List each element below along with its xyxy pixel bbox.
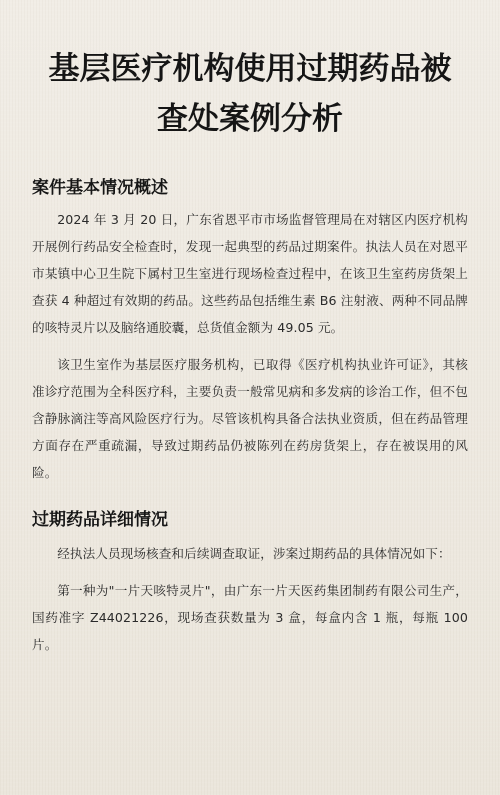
paragraph-expired-drugs-1: 经执法人员现场核查和后续调查取证，涉案过期药品的具体情况如下： xyxy=(57,546,451,561)
title-line-2: 查处案例分析 xyxy=(157,101,343,137)
paragraph-expired-drugs-2: 第一种为"一片天咳特灵片"，由广东一片天医药集团制药有限公司生产，国药准字 Z44021226，现场查获数量为 3 盒，每盒内含 1 瓶，每瓶 100 片。 xyxy=(32,583,468,652)
section-heading-expired-drugs: 过期药品详细情况 xyxy=(32,510,168,530)
paragraph-case-overview-2: 该卫生室作为基层医疗服务机构，已取得《医疗机构执业许可证》，其核准诊疗范围为全科医疗科，主要负责一般常见病和多发病的诊治工作，但不包含静脉滴注等高风险医疗行为。尽管该机构具备合法执业资质，但在药品管理方面存在严重疏漏，导致过期药品仍被陈列在药房货架上，存在被误用的风险。 xyxy=(32,357,468,480)
document-title xyxy=(32,44,468,144)
section-heading-case-overview: 案件基本情况概述 xyxy=(32,178,168,198)
title-line-1: 基层医疗机构使用过期药品被 xyxy=(48,51,452,87)
paragraph-case-overview-1: 2024 年 3 月 20 日，广东省恩平市市场监督管理局在对辖区内医疗机构开展例行药品安全检查时，发现一起典型的药品过期案件。执法人员在对恩平市某镇中心卫生院下属村卫生室进行现场检查过程中，在该卫生室药房货架上查获 4 种超过有效期的药品。这些药品包括维生素 B6 注射液、两种不同品牌的咳特灵片以及脑络通胶囊，总货值金额为 49.05 元。 xyxy=(32,212,468,335)
